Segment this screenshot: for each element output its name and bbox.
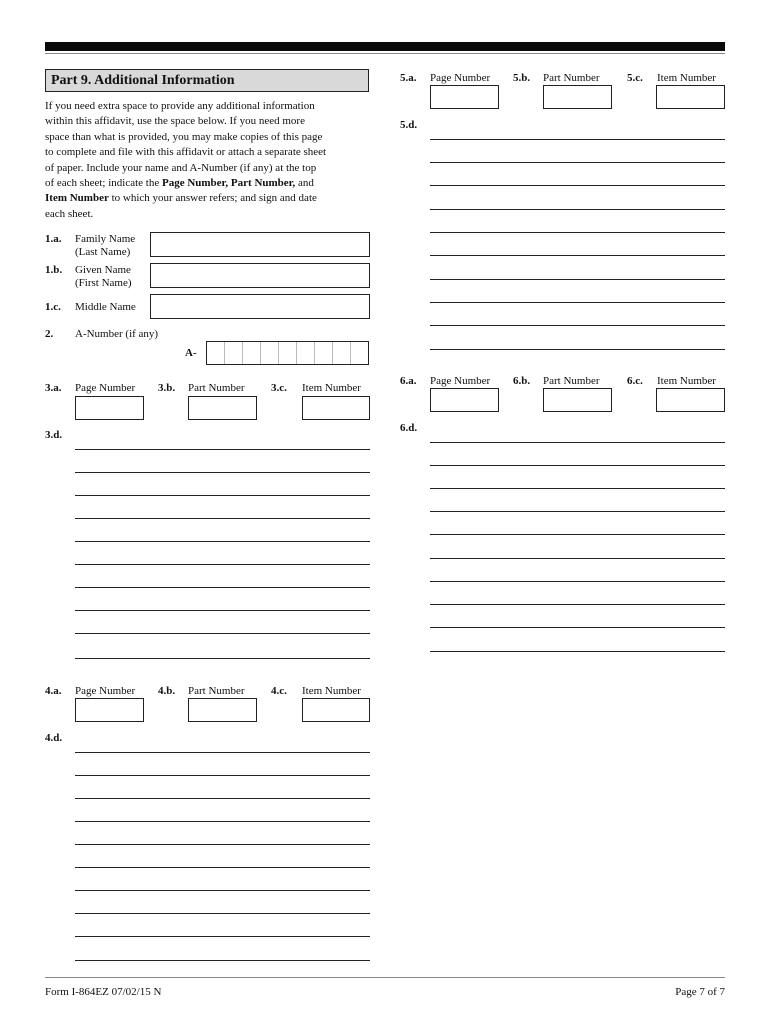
- answer-line[interactable]: [430, 139, 725, 140]
- answer-line[interactable]: [75, 821, 370, 822]
- answer-line[interactable]: [430, 581, 725, 582]
- intro-line: to complete and file with this affidavit or attach a separate sheet: [45, 146, 327, 159]
- given-name-label: [75, 264, 132, 290]
- answer-line[interactable]: [75, 913, 370, 914]
- item-4d-number: 4.d.: [45, 732, 63, 744]
- item-1b-number: 1.b.: [45, 264, 63, 276]
- page-number-label: Page Number: [430, 72, 491, 84]
- answer-line[interactable]: [430, 511, 725, 512]
- page-number-label: Page Number: [75, 382, 136, 394]
- item-3c-number: 3.c.: [271, 382, 287, 394]
- answer-line[interactable]: [430, 349, 725, 350]
- intro-paragraph: [45, 99, 371, 222]
- answer-line[interactable]: [430, 302, 725, 303]
- page-number-input[interactable]: [430, 85, 499, 109]
- intro-line: each sheet.: [45, 207, 94, 220]
- intro-line: [45, 191, 371, 206]
- answer-line[interactable]: [430, 255, 725, 256]
- intro-line: within this affidavit, use the space below. If you need more: [45, 115, 305, 128]
- label-line: Given Name: [75, 264, 131, 276]
- top-rule-thin: [45, 53, 725, 54]
- answer-line[interactable]: [430, 651, 725, 652]
- answer-line[interactable]: [430, 488, 725, 489]
- answer-line[interactable]: [430, 604, 725, 605]
- label-line: Family Name: [75, 233, 136, 245]
- answer-line[interactable]: [75, 518, 370, 519]
- answer-line[interactable]: [75, 890, 370, 891]
- answer-line[interactable]: [430, 465, 725, 466]
- part-number-input[interactable]: [543, 85, 612, 109]
- item-number-label: Item Number: [657, 375, 716, 387]
- part-number-input[interactable]: [543, 388, 612, 412]
- answer-line[interactable]: [75, 633, 370, 634]
- answer-line[interactable]: [75, 867, 370, 868]
- answer-line[interactable]: [75, 472, 370, 473]
- item-number-label: Item Number: [302, 382, 361, 394]
- family-name-input[interactable]: [150, 232, 370, 257]
- intro-text: and: [295, 177, 314, 190]
- a-number-prefix: A-: [185, 347, 197, 359]
- item-4b-number: 4.b.: [158, 685, 176, 697]
- answer-line[interactable]: [75, 960, 370, 961]
- intro-line: space than what is provided, you may make copies of this page: [45, 130, 323, 143]
- page-number-label: Page Number: [75, 685, 136, 697]
- page-number-input[interactable]: [430, 388, 499, 412]
- item-6c-number: 6.c.: [627, 375, 643, 387]
- part-number-label: Part Number: [188, 382, 245, 394]
- part-number-label: Part Number: [543, 72, 600, 84]
- item-5a-number: 5.a.: [400, 72, 417, 84]
- intro-text: to which your answer refers; and sign and date: [108, 192, 317, 205]
- part-9-header: Part 9. Additional Information: [45, 69, 369, 92]
- item-3a-number: 3.a.: [45, 382, 62, 394]
- answer-line[interactable]: [75, 844, 370, 845]
- page-indicator: Page 7 of 7: [675, 986, 725, 998]
- answer-line[interactable]: [75, 798, 370, 799]
- a-number-input[interactable]: [206, 341, 369, 365]
- part-number-label: Part Number: [188, 685, 245, 697]
- item-5d-number: 5.d.: [400, 119, 418, 131]
- intro-text: of each sheet; indicate the: [45, 177, 162, 190]
- label-line: (Last Name): [75, 246, 131, 258]
- item-3b-number: 3.b.: [158, 382, 176, 394]
- intro-line: [45, 176, 371, 191]
- middle-name-input[interactable]: [150, 294, 370, 319]
- page-number-label: Page Number: [430, 375, 491, 387]
- answer-line[interactable]: [430, 325, 725, 326]
- a-number-label: A-Number (if any): [75, 328, 159, 340]
- answer-line[interactable]: [75, 541, 370, 542]
- page-number-input[interactable]: [75, 698, 144, 722]
- intro-line: If you need extra space to provide any additional information: [45, 100, 315, 112]
- item-1c-number: 1.c.: [45, 301, 61, 313]
- intro-line: of paper. Include your name and A-Number (if any) at the top: [45, 161, 317, 174]
- a-number-cell-divider: [314, 342, 315, 364]
- intro-bold: Item Number: [45, 192, 109, 205]
- answer-line[interactable]: [430, 534, 725, 535]
- answer-line[interactable]: [75, 752, 370, 753]
- given-name-input[interactable]: [150, 263, 370, 288]
- a-number-cell-divider: [350, 342, 351, 364]
- item-number-label: Item Number: [657, 72, 716, 84]
- top-rule-thick: [45, 42, 725, 51]
- family-name-label: [75, 233, 135, 259]
- a-number-cell-divider: [242, 342, 243, 364]
- answer-line[interactable]: [430, 209, 725, 210]
- form-identifier: Form I-864EZ 07/02/15 N: [45, 986, 162, 998]
- answer-line[interactable]: [75, 495, 370, 496]
- answer-line[interactable]: [430, 558, 725, 559]
- item-number-input[interactable]: [656, 388, 725, 412]
- item-6b-number: 6.b.: [513, 375, 531, 387]
- answer-line[interactable]: [430, 162, 725, 163]
- intro-bold: Page Number, Part Number,: [161, 177, 296, 190]
- item-number-label: Item Number: [302, 685, 361, 697]
- middle-name-label: Middle Name: [75, 301, 136, 313]
- part-number-input[interactable]: [188, 396, 257, 420]
- answer-line[interactable]: [430, 442, 725, 443]
- item-5b-number: 5.b.: [513, 72, 531, 84]
- item-number-input[interactable]: [302, 396, 370, 420]
- answer-line[interactable]: [75, 775, 370, 776]
- footer-rule: [45, 977, 725, 978]
- a-number-cell-divider: [296, 342, 297, 364]
- part-number-input[interactable]: [188, 698, 257, 722]
- item-6a-number: 6.a.: [400, 375, 417, 387]
- a-number-cell-divider: [278, 342, 279, 364]
- item-number-input[interactable]: [656, 85, 725, 109]
- item-number-input[interactable]: [302, 698, 370, 722]
- item-4c-number: 4.c.: [271, 685, 287, 697]
- answer-line[interactable]: [430, 232, 725, 233]
- item-3d-number: 3.d.: [45, 429, 63, 441]
- page-number-input[interactable]: [75, 396, 144, 420]
- answer-line[interactable]: [75, 936, 370, 937]
- item-6d-number: 6.d.: [400, 422, 418, 434]
- item-4a-number: 4.a.: [45, 685, 62, 697]
- answer-line[interactable]: [75, 587, 370, 588]
- answer-line[interactable]: [430, 627, 725, 628]
- answer-line[interactable]: [75, 658, 370, 659]
- a-number-cell-divider: [224, 342, 225, 364]
- item-5c-number: 5.c.: [627, 72, 643, 84]
- part-number-label: Part Number: [543, 375, 600, 387]
- a-number-cell-divider: [260, 342, 261, 364]
- answer-line[interactable]: [430, 279, 725, 280]
- answer-line[interactable]: [430, 185, 725, 186]
- answer-line[interactable]: [75, 610, 370, 611]
- item-2-number: 2.: [45, 328, 54, 340]
- item-1a-number: 1.a.: [45, 233, 62, 245]
- answer-line[interactable]: [75, 449, 370, 450]
- label-line: (First Name): [75, 277, 132, 289]
- answer-line[interactable]: [75, 564, 370, 565]
- a-number-cell-divider: [332, 342, 333, 364]
